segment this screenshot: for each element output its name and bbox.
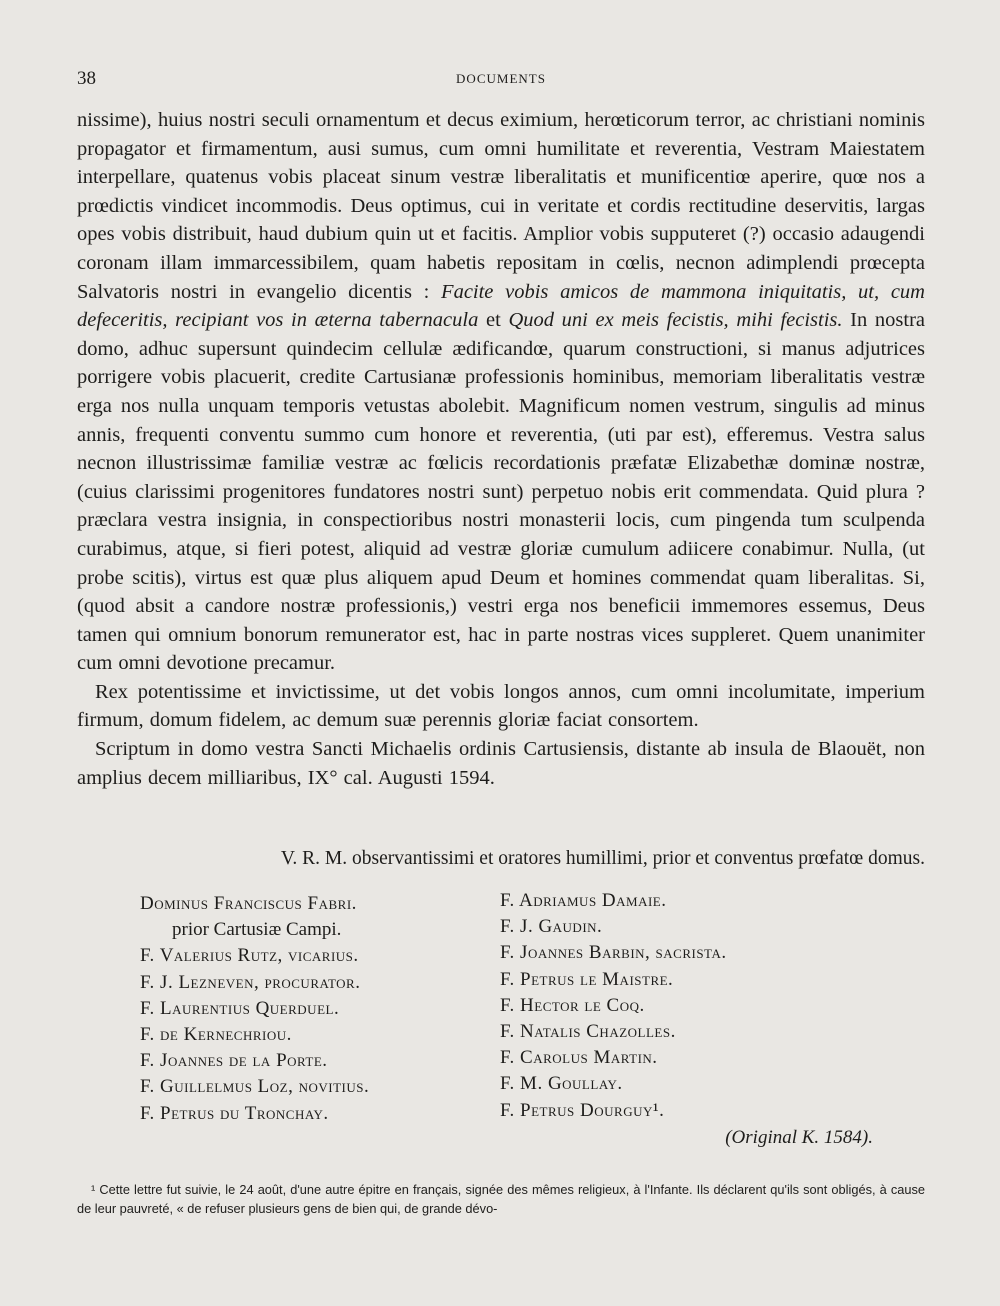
signatory: F. Adriamus Damaie.	[500, 890, 667, 911]
signatory: F. Petrus le Maistre.	[500, 968, 674, 990]
signatory: F. Petrus du Tronchay.	[140, 1102, 329, 1124]
signatory: F. Petrus Dourguy¹.	[500, 1099, 665, 1121]
signatories-left	[140, 891, 480, 1127]
signatory: F. J. Lezneven, procurator.	[140, 971, 361, 993]
signatory: Dominus Franciscus Fabri.	[140, 893, 357, 914]
page-number: 38	[77, 68, 96, 89]
gospel-quote-2: Quod uni ex meis fecistis, mihi fecistis.	[508, 309, 843, 332]
signatory: F. Laurentius Querduel.	[140, 997, 340, 1019]
source-reference: (Original K. 1584).	[725, 1127, 873, 1148]
signatories-right	[500, 888, 900, 1124]
signatory: F. Hector le Coq.	[500, 994, 645, 1016]
page-header	[77, 68, 925, 92]
signatory: F. Valerius Rutz, vicarius.	[140, 945, 359, 967]
letter-body	[77, 106, 925, 792]
paragraph-1	[77, 106, 925, 678]
signatory: F. Joannes de la Porte.	[140, 1050, 328, 1072]
signatory: F. J. Gaudin.	[500, 916, 603, 938]
signatory: F. de Kernechriou.	[140, 1024, 292, 1046]
signatory: F. Guillelmus Loz, novitius.	[140, 1076, 370, 1098]
signatory: F. Carolus Martin.	[500, 1047, 658, 1069]
signatory-title: prior Cartusiæ Campi.	[172, 919, 342, 941]
gospel-quote-1: Facite vobis amicos de mammona iniquitatis, ut, cum defeceritis, recipiant vos in æterna tabernacula	[77, 280, 925, 332]
signatory: F. Natalis Chazolles.	[500, 1021, 676, 1043]
signatory: F. M. Goullay.	[500, 1073, 623, 1095]
footnote: ¹ Cette lettre fut suivie, le 24 août, d'une autre épitre en français, signée des mêmes religieux, à l'Infante. Ils déclarent qu'ils sont obligés, à cause de leur pauvreté, « de refuser plusieurs gens de bien qui, de grande dévo-	[77, 1182, 925, 1216]
conjunction: et	[478, 309, 509, 332]
paragraph-1-text-a: nissime), huius nostri seculi ornamentum et decus eximium, herœticorum terror, ac christiani nominis propagator et firmamentum, ausi sumus, cum omni humilitate et reverentia, Vestram Maiestatem interpellare, quatenus vobis placeat sinum vestræ liberalitatis et munificentiœ aperire, quœ nos a prœdictis vindicet incommodis. Deus optimus, cui in veritate et cordis rectitudine deservitis, largas opes vobis distribuit, haud dubium quin ut et facitis. Amplior vobis supputeret (?) occasio adaugendi coronam illam immarcessibilem, quam habetis repositam in cœlis, necnon adimplendi prœcepta Salvatoris nostri in evangelio dicentis :	[77, 109, 925, 303]
paragraph-3: Scriptum in domo vestra Sancti Michaelis ordinis Cartusiensis, distante ab insula de Blaouët, non amplius decem milliaribus, IX° cal. Augusti 1594.	[77, 738, 925, 789]
signatory: F. Joannes Barbin, sacrista.	[500, 942, 727, 964]
paragraph-1-text-b: In nostra domo, adhuc supersunt quindecim cellulæ ædificandœ, quarum constructioni, si manus adjutrices porrigere vobis placuerit, credite Cartusianæ professionis hominibus, memoriam liberalitatis vestræ erga nos nulla unquam temporis vetustas abolebit. Magnificum nomen vestrum, singulis ad minus annis, frequenti conventu summo cum honore et reverentia, (uti par est), efferemus. Vestra salus necnon illustrissimæ familiæ vestræ ac fœlicis recordationis præfatæ Elizabethæ dominæ nostræ, (cuius clarissimi progenitores fundatores nostri sunt) perpetuo nobis erit commendata. Quid plura ? præclara vestra insignia, in conspectioribus nostri monasterii locis, cum pingenda tum sculpenda curabimus, atque, si fieri potest, aliquid ad vestræ gloriæ cumulum adiicere conabimur. Nulla, (ut probe scitis), virtus est quæ plus aliquem apud Deum et homines commendat quam liberalitas. Si, (quod absit a candore nostræ professionis,) vestri erga nos beneficii immemores essemus, Deus tamen qui omnium bonorum remunerator est, hac in parte nostras vices suppleret. Quem unanimiter cum omni devotione precamur.	[77, 309, 926, 675]
paragraph-2: Rex potentissime et invictissime, ut det vobis longos annos, cum omni incolumitate, imperium firmum, domum fidelem, ac demum suæ perennis gloriæ faciat consortem.	[77, 680, 925, 732]
salutation: V. R. M. observantissimi et oratores humillimi, prior et conventus prœfatœ domus.	[280, 848, 925, 869]
running-title: DOCUMENTS	[456, 71, 546, 86]
